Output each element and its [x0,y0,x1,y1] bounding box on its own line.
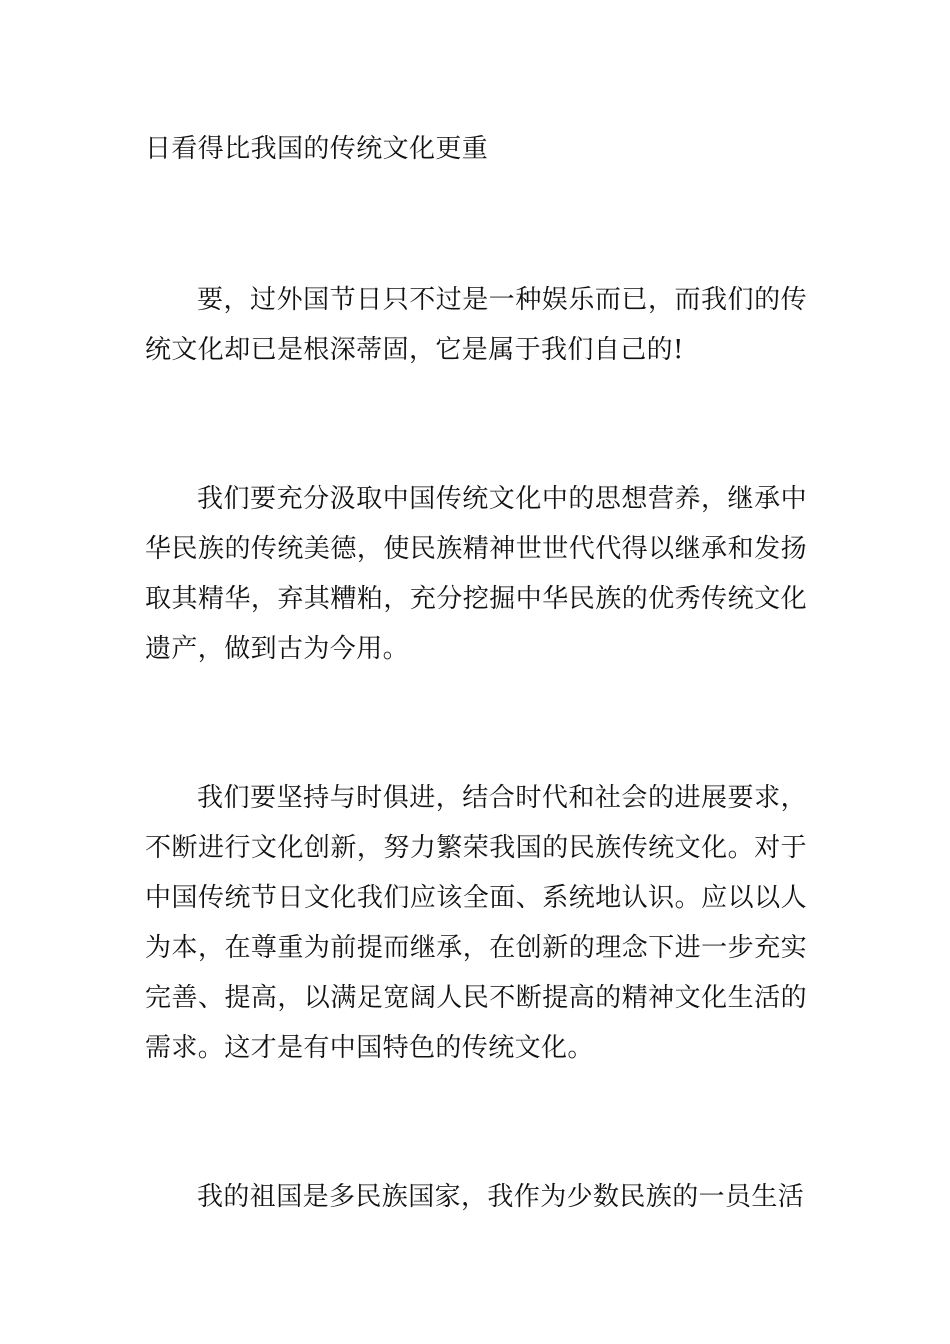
paragraph-continuation: 日看得比我国的传统文化更重 [145,134,489,164]
paragraph-innovation: 我们要坚持与时俱进，结合时代和社会的进展要求，不断进行文化创新，努力繁荣我国的民族传统文化。对于中国传统节日文化我们应该全面、系统地认识。应以以人为本，在尊重为前提而继承，在创新的理念下进一步充实完善、提高，以满足宽阔人民不断提高的精神文化生活的需求。这才是有中国特色的传统文化。 [145,783,807,1063]
paragraph-foreign-festivals: 要，过外国节日只不过是一种娱乐而已，而我们的传统文化却已是根深蒂固，它是属于我们自己的! [145,285,807,365]
paragraph-multi-ethnic: 我的祖国是多民族国家，我作为少数民族的一员生活 [197,1182,805,1212]
paragraph-inherit-culture: 我们要充分汲取中国传统文化中的思想营养，继承中华民族的传统美德，使民族精神世世代代得以继承和发扬取其精华，弃其糟粕，充分挖掘中华民族的优秀传统文化遗产，做到古为今用。 [145,484,807,664]
